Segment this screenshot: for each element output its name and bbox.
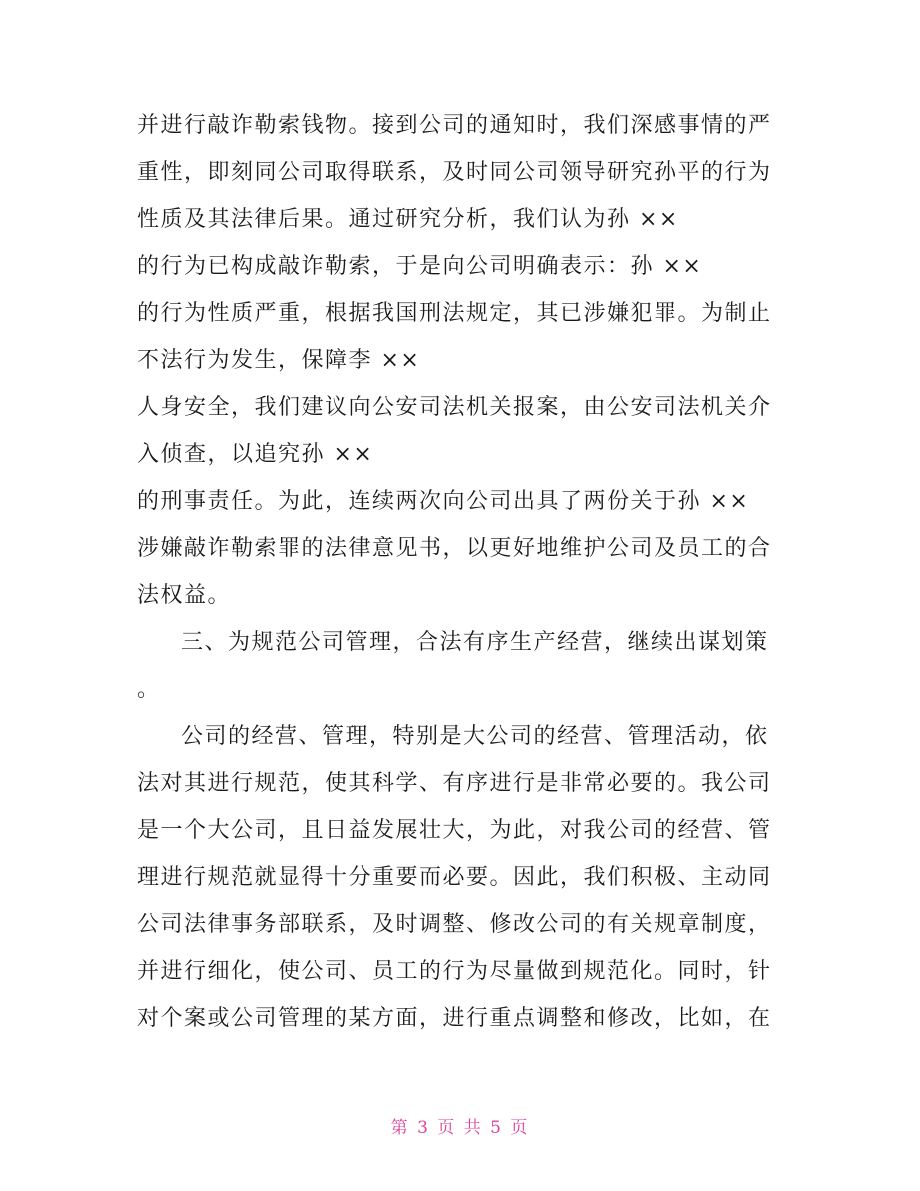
text-line: 的行为性质严重，根据我国刑法规定，其已涉嫌犯罪。为制止: [137, 301, 772, 326]
document-body: [137, 102, 797, 1042]
page-number-footer: 第 3 页 共 5 页: [390, 1118, 530, 1138]
text-line: 性质及其法律后果。通过研究分析，我们认为孙 ××: [137, 207, 679, 232]
text-line: 入侦查，以追究孙 ××: [137, 442, 374, 467]
text-line: 人身安全，我们建议向公安司法机关报案，由公安司法机关介: [137, 395, 772, 420]
text-line: 不法行为发生，保障李 ××: [137, 348, 421, 373]
text-line: 并进行细化，使公司、员工的行为尽量做到规范化。同时，针: [137, 959, 772, 984]
section-heading: 三、为规范公司管理，合法有序生产经营，继续出谋划策: [181, 630, 769, 655]
text-line: 法对其进行规范，使其科学、有序进行是非常必要的。我公司: [137, 771, 772, 796]
text-line: 并进行敲诈勒索钱物。接到公司的通知时，我们深感事情的严: [137, 113, 772, 138]
text-line: 的刑事责任。为此，连续两次向公司出具了两份关于孙 ××: [137, 489, 750, 514]
text-line: 法权益。: [137, 583, 232, 608]
text-line: 公司的经营、管理，特别是大公司的经营、管理活动，依: [181, 724, 769, 749]
text-line: 的行为已构成敲诈勒索，于是向公司明确表示：孙 ××: [137, 254, 703, 279]
text-line: 涉嫌敲诈勒索罪的法律意见书，以更好地维护公司及员工的合: [137, 536, 772, 561]
text-line: 理进行规范就显得十分重要而必要。因此，我们积极、主动同: [137, 865, 772, 890]
text-line: 是一个大公司，且日益发展壮大，为此，对我公司的经营、管: [137, 818, 772, 843]
text-line: 对个案或公司管理的某方面，进行重点调整和修改，比如，在: [137, 1006, 772, 1031]
text-line: 公司法律事务部联系，及时调整、修改公司的有关规章制度，: [137, 912, 772, 937]
text-line: 。: [137, 677, 161, 702]
text-line: 重性，即刻同公司取得联系，及时同公司领导研究孙平的行为: [137, 160, 772, 185]
